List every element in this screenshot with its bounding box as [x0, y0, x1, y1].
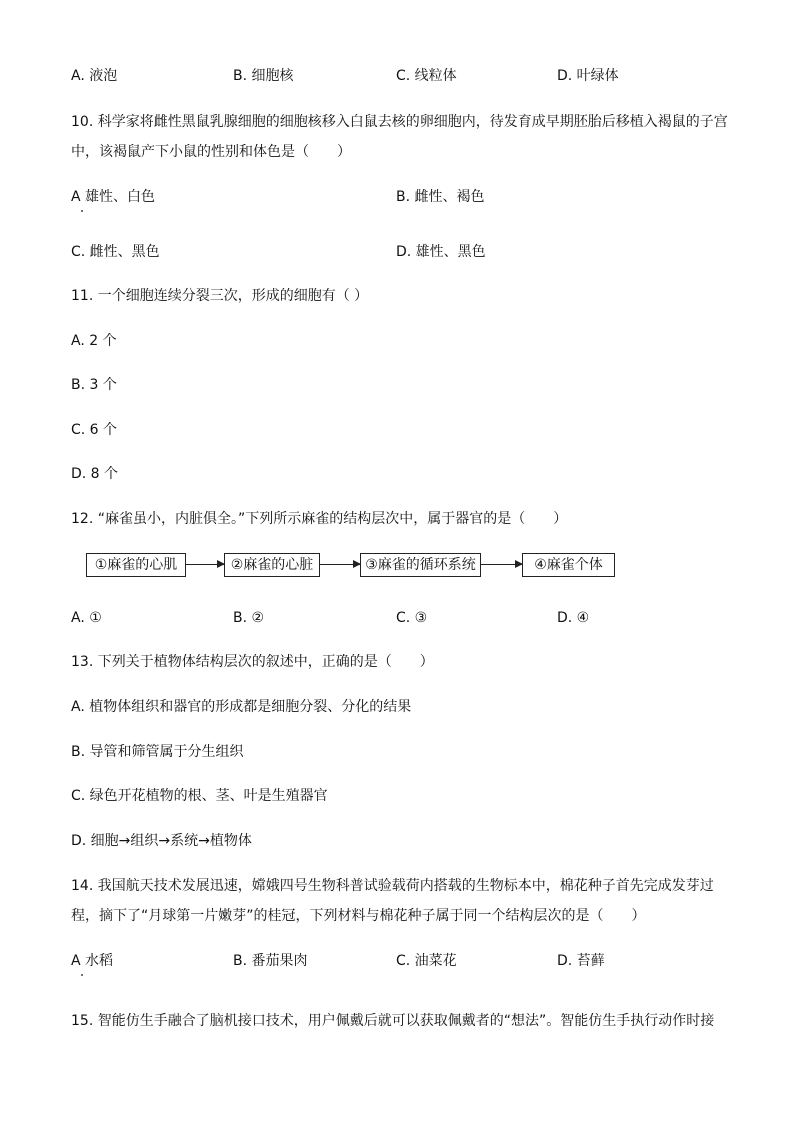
- q10-option-c: C. 雌性、黑色: [71, 244, 160, 260]
- q10-option-d: D. 雄性、黑色: [396, 244, 486, 260]
- q13-option-c: C. 绿色开花植物的根、茎、叶是生殖器官: [71, 788, 328, 804]
- q12-option-d: D. ④: [557, 610, 590, 626]
- q13-option-b: B. 导管和筛管属于分生组织: [71, 744, 244, 760]
- q13-option-a: A. 植物体组织和器官的形成都是细胞分裂、分化的结果: [71, 699, 412, 715]
- q11-option-c: C. 6 个: [71, 422, 118, 438]
- diagram-arrow-3: [481, 564, 522, 565]
- q12-option-b: B. ②: [233, 610, 265, 626]
- q9-option-c: C. 线粒体: [396, 68, 457, 84]
- dot-mark: [81, 210, 83, 212]
- q11-option-b: B. 3 个: [71, 377, 117, 393]
- q15-stem-line1: 15. 智能仿生手融合了脑机接口技术，用户佩戴后就可以获取佩戴者的“想法”。智能仿生手执行动作时接: [71, 1013, 715, 1029]
- diagram-arrow-1: [186, 564, 224, 565]
- q14-option-d: D. 苔藓: [557, 953, 605, 969]
- q14-stem-line2: 程，摘下了“月球第一片嫩芽”的桂冠，下列材料与棉花种子属于同一个结构层次的是（ ）: [71, 908, 646, 924]
- q14-option-c: C. 油菜花: [396, 953, 457, 969]
- q14-stem-line1: 14. 我国航天技术发展迅速，嫦娥四号生物科普试验载荷内搭载的生物标本中，棉花种子首先完成发芽过: [71, 878, 714, 894]
- q13-stem: 13. 下列关于植物体结构层次的叙述中，正确的是（ ）: [71, 654, 434, 670]
- q9-option-b: B. 细胞核: [233, 68, 294, 84]
- q9-option-a: A. 液泡: [71, 68, 118, 84]
- q10-option-b: B. 雌性、褐色: [396, 189, 485, 205]
- diagram-arrow-2: [320, 564, 360, 565]
- dot-mark: [81, 974, 83, 976]
- q13-option-d: D. 细胞→组织→系统→植物体: [71, 833, 252, 849]
- q11-option-d: D. 8 个: [71, 466, 119, 482]
- q12-stem: 12. “麻雀虽小，内脏俱全。”下列所示麻雀的结构层次中，属于器官的是（ ）: [71, 511, 568, 527]
- q10-stem-line2: 中，该褐鼠产下小鼠的性别和体色是（ ）: [71, 144, 351, 160]
- diagram-box-heart-muscle: ①麻雀的心肌: [86, 553, 186, 577]
- q9-option-d: D. 叶绿体: [557, 68, 619, 84]
- q12-option-a: A. ①: [71, 610, 102, 626]
- q11-option-a: A. 2 个: [71, 333, 117, 349]
- q10-stem-line1: 10. 科学家将雌性黑鼠乳腺细胞的细胞核移入白鼠去核的卵细胞内，待发育成早期胚胎后移植入褐鼠的子宫: [71, 114, 728, 130]
- diagram-box-individual: ④麻雀个体: [522, 553, 615, 577]
- diagram-box-circulatory-system: ③麻雀的循环系统: [360, 553, 481, 577]
- q14-option-a: A 水稻: [71, 953, 114, 969]
- q14-option-b: B. 番茄果肉: [233, 953, 308, 969]
- q10-option-a: A 雄性、白色: [71, 189, 156, 205]
- q12-option-c: C. ③: [396, 610, 428, 626]
- diagram-box-heart: ②麻雀的心脏: [224, 553, 320, 577]
- q11-stem: 11. 一个细胞连续分裂三次，形成的细胞有（ ）: [71, 288, 369, 304]
